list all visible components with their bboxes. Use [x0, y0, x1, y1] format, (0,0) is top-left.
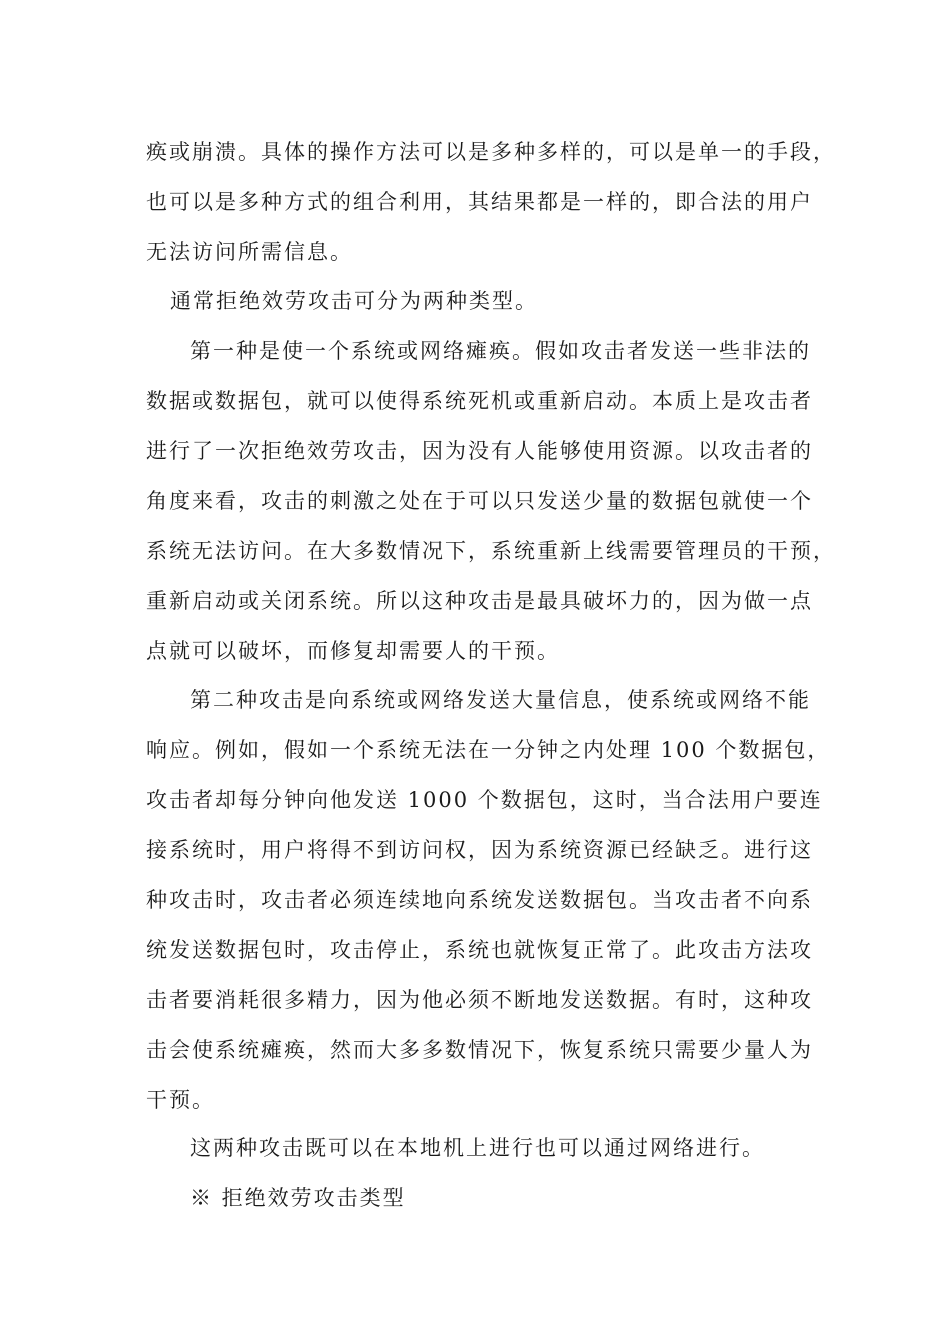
- text-line: 数据或数据包，就可以使得系统死机或重新启动。本质上是攻击者: [146, 389, 813, 413]
- text-line: 系统无法访问。在大多数情况下，系统重新上线需要管理员的干预，: [146, 539, 836, 563]
- text-line: 无法访问所需信息。: [146, 240, 353, 264]
- text-line: 统发送数据包时，攻击停止，系统也就恢复正常了。此攻击方法攻: [146, 938, 813, 962]
- text-line: 也可以是多种方式的组合利用，其结果都是一样的，即合法的用户: [146, 190, 813, 214]
- paragraph-2: [170, 276, 538, 326]
- text-line: 接系统时，用户将得不到访问权，因为系统资源已经缺乏。进行这: [146, 838, 813, 862]
- text-line: 攻击者却每分钟向他发送 1000 个数据包，这时，当合法用户要连: [146, 788, 823, 812]
- paragraph-5: [190, 1123, 765, 1173]
- section-heading: [190, 1173, 406, 1223]
- text-line: 响应。例如，假如一个系统无法在一分钟之内处理 100 个数据包，: [146, 738, 831, 762]
- text-line: 点就可以破坏，而修复却需要人的干预。: [146, 639, 560, 663]
- text-line: 角度来看，攻击的刺激之处在于可以只发送少量的数据包就使一个: [146, 489, 813, 513]
- paragraph-1: [146, 127, 836, 277]
- text-line: 击会使系统瘫痪，然而大多多数情况下，恢复系统只需要少量人为: [146, 1038, 813, 1062]
- text-line: ※ 拒绝效劳攻击类型: [190, 1186, 406, 1210]
- paragraph-3: [146, 326, 836, 676]
- text-line: 击者要消耗很多精力，因为他必须不断地发送数据。有时，这种攻: [146, 988, 813, 1012]
- text-line: 干预。: [146, 1088, 215, 1112]
- text-line: 第一种是使一个系统或网络瘫痪。假如攻击者发送一些非法的: [190, 339, 811, 363]
- text-line: 重新启动或关闭系统。所以这种攻击是最具破坏力的，因为做一点: [146, 589, 813, 613]
- text-line: 痪或崩溃。具体的操作方法可以是多种多样的，可以是单一的手段，: [146, 140, 836, 164]
- text-line: 通常拒绝效劳攻击可分为两种类型。: [170, 289, 538, 313]
- text-line: 这两种攻击既可以在本地机上进行也可以通过网络进行。: [190, 1136, 765, 1160]
- text-line: 种攻击时，攻击者必须连续地向系统发送数据包。当攻击者不向系: [146, 888, 813, 912]
- text-line: 第二种攻击是向系统或网络发送大量信息，使系统或网络不能: [190, 688, 811, 712]
- text-line: 进行了一次拒绝效劳攻击，因为没有人能够使用资源。以攻击者的: [146, 439, 813, 463]
- paragraph-4: [146, 675, 830, 1125]
